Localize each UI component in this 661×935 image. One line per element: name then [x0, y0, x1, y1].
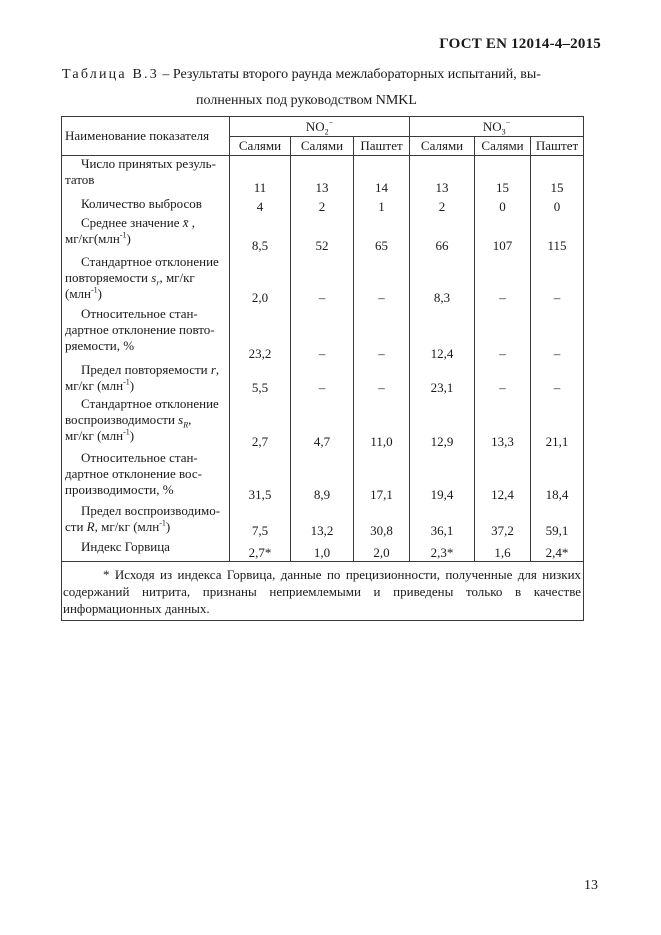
- table-row: [62, 362, 584, 396]
- table-caption-line2: полненных под руководством NMKL: [196, 93, 417, 108]
- column-header-product: Салями: [410, 137, 475, 156]
- value-cell: 52: [291, 215, 354, 254]
- value-cell: –: [475, 306, 531, 362]
- value-cell: 12,4: [475, 450, 531, 503]
- column-group-nitrite: $NO_2^-$: [230, 117, 410, 137]
- value-cell: 17,1: [354, 450, 410, 503]
- value-cell: –: [354, 362, 410, 396]
- parameter-name: Относительное стан- дартное отклонение повто- ряемости, %: [62, 306, 230, 362]
- value-cell: 2: [410, 196, 475, 215]
- parameter-name: Число принятых резуль- татов: [62, 156, 230, 196]
- value-cell: 4: [230, 196, 291, 215]
- value-cell: 19,4: [410, 450, 475, 503]
- page-number: 13: [584, 878, 598, 893]
- value-cell: 1: [354, 196, 410, 215]
- value-cell: –: [291, 254, 354, 306]
- value-cell: 13: [291, 156, 354, 196]
- value-cell: 15: [475, 156, 531, 196]
- value-cell: 107: [475, 215, 531, 254]
- value-cell: 15: [531, 156, 584, 196]
- value-cell: –: [475, 254, 531, 306]
- column-header-product: Салями: [291, 137, 354, 156]
- parameter-name: Относительное стан- дартное отклонение вос- производимости, %: [62, 450, 230, 503]
- value-cell: –: [475, 362, 531, 396]
- value-cell: 2,0: [354, 539, 410, 562]
- value-cell: 37,2: [475, 503, 531, 539]
- column-header-product: Паштет: [354, 137, 410, 156]
- value-cell: 36,1: [410, 503, 475, 539]
- value-cell: 2,4*: [531, 539, 584, 562]
- table-footnote: * Исходя из индекса Горвица, данные по прецизионности, полученные для низких содержаний нитрита, признаны неприемлемыми и приведены только в качестве информационных данных.: [62, 562, 584, 621]
- value-cell: 2,7*: [230, 539, 291, 562]
- value-cell: 0: [531, 196, 584, 215]
- value-cell: 0: [475, 196, 531, 215]
- value-cell: 30,8: [354, 503, 410, 539]
- parameter-name: Стандартное отклонение воспроизводимости $s_R$, мг/кг (млн$^{-1}$): [62, 396, 230, 450]
- table-row: [62, 306, 584, 362]
- value-cell: 8,9: [291, 450, 354, 503]
- table-row: [62, 196, 584, 215]
- value-cell: 2,3*: [410, 539, 475, 562]
- value-cell: 65: [354, 215, 410, 254]
- value-cell: 11: [230, 156, 291, 196]
- parameter-name: Предел воспроизводимо- сти R, мг/кг (млн$^{-1}$): [62, 503, 230, 539]
- value-cell: 13,3: [475, 396, 531, 450]
- value-cell: –: [354, 254, 410, 306]
- value-cell: –: [531, 362, 584, 396]
- value-cell: 1,6: [475, 539, 531, 562]
- table-caption-line1: – Результаты второго раунда межлабораторных испытаний, вы-: [158, 67, 541, 82]
- column-header-product: Салями: [230, 137, 291, 156]
- table-row: [62, 539, 584, 562]
- standard-designation: ГОСТ EN 12014-4–2015: [439, 36, 601, 52]
- parameter-name: Предел повторяемости r, мг/кг (млн$^{-1}$): [62, 362, 230, 396]
- value-cell: 7,5: [230, 503, 291, 539]
- value-cell: 12,9: [410, 396, 475, 450]
- value-cell: 2: [291, 196, 354, 215]
- table-row: [62, 503, 584, 539]
- value-cell: 59,1: [531, 503, 584, 539]
- results-table: [61, 116, 584, 621]
- value-cell: 21,1: [531, 396, 584, 450]
- value-cell: –: [531, 306, 584, 362]
- value-cell: 23,1: [410, 362, 475, 396]
- value-cell: 5,5: [230, 362, 291, 396]
- table-row: [62, 215, 584, 254]
- table-caption: [62, 62, 587, 114]
- value-cell: 23,2: [230, 306, 291, 362]
- value-cell: 115: [531, 215, 584, 254]
- column-header-product: Паштет: [531, 137, 584, 156]
- value-cell: 11,0: [354, 396, 410, 450]
- parameter-name: Среднее значение x̄ , мг/кг(млн$^{-1}$): [62, 215, 230, 254]
- table-caption-label: Таблица В.3: [62, 67, 159, 82]
- column-group-nitrate: $NO_3^-$: [410, 117, 584, 137]
- parameter-name: Стандартное отклонение повторяемости $s_r$, мг/кг (млн$^{-1}$): [62, 254, 230, 306]
- column-header-product: Салями: [475, 137, 531, 156]
- value-cell: 1,0: [291, 539, 354, 562]
- value-cell: –: [291, 362, 354, 396]
- value-cell: 13,2: [291, 503, 354, 539]
- table-row: [62, 254, 584, 306]
- value-cell: 4,7: [291, 396, 354, 450]
- value-cell: 2,0: [230, 254, 291, 306]
- value-cell: –: [531, 254, 584, 306]
- value-cell: 18,4: [531, 450, 584, 503]
- value-cell: 8,3: [410, 254, 475, 306]
- value-cell: 13: [410, 156, 475, 196]
- parameter-name: Индекс Горвица: [62, 539, 230, 562]
- table-row: [62, 450, 584, 503]
- parameter-name: Количество выбросов: [62, 196, 230, 215]
- value-cell: 31,5: [230, 450, 291, 503]
- value-cell: –: [291, 306, 354, 362]
- value-cell: 14: [354, 156, 410, 196]
- table-row: [62, 156, 584, 196]
- value-cell: 66: [410, 215, 475, 254]
- value-cell: 12,4: [410, 306, 475, 362]
- table-row: [62, 396, 584, 450]
- value-cell: 2,7: [230, 396, 291, 450]
- value-cell: –: [354, 306, 410, 362]
- column-header-parameter: Наименование показателя: [62, 117, 230, 156]
- value-cell: 8,5: [230, 215, 291, 254]
